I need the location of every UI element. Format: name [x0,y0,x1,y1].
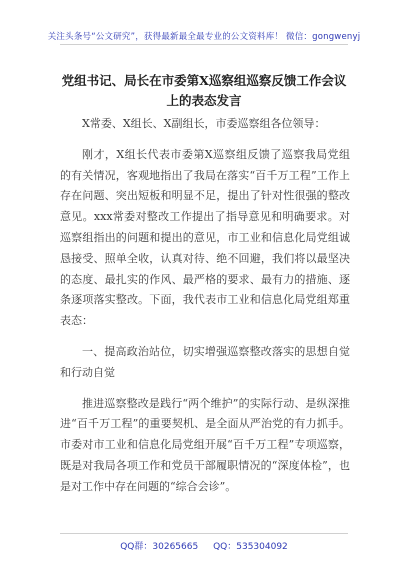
salutation: X常委、X组长、X副组长，市委巡察组各位领导： [82,117,326,130]
document-body [60,114,350,508]
paragraph: 刚才，X组长代表市委第X巡察组反馈了巡察我局党组的有关情况，客观地指出了我局在落实“百千万工程”工作上存在问题、突出短板和明显不足，提出了针对性很强的整改意见。xxx常委对整改工作提出了指导意见和明确要求。对巡察组指出的问题和提出的意见，市工业和信息化局党组诚恳接受、照单全收，认真对待、绝不回避，我们将以最坚决的态度、最扎实的作风、最严格的要求、最有力的措施、逐条逐项落实整改。下面，我代表市工业和信息化局党组郑重表态： [60,147,350,328]
paragraph: 推进巡察整改是践行“两个维护”的实际行动、是纵深推进“百千万工程”的重要契机、是全面从严治党的有力抓手。市委对市工业和信息化局党组开展“百千万工程”专项巡察，既是对我局各项工作和党员干部履职情况的“深度体检”，也是对工作中存在问题的“综合会诊”。 [60,396,350,493]
promo-header: 关注头条号“公文研究”，获得最新最全最专业的公文资料库！ 微信：gongwenyj [47,32,361,42]
qq-group: QQ群：30265665 [120,542,199,552]
header-divider [60,44,348,45]
qq-contact: QQ：535304092 [213,542,288,552]
footer-divider [60,533,348,534]
section-heading: 一、提高政治站位，切实增强巡察整改落实的思想自觉和行动自觉 [60,344,350,379]
footer [0,539,408,552]
document-title: 党组书记、局长在市委第X巡察组巡察反馈工作会议上的表态发言 [61,73,347,108]
